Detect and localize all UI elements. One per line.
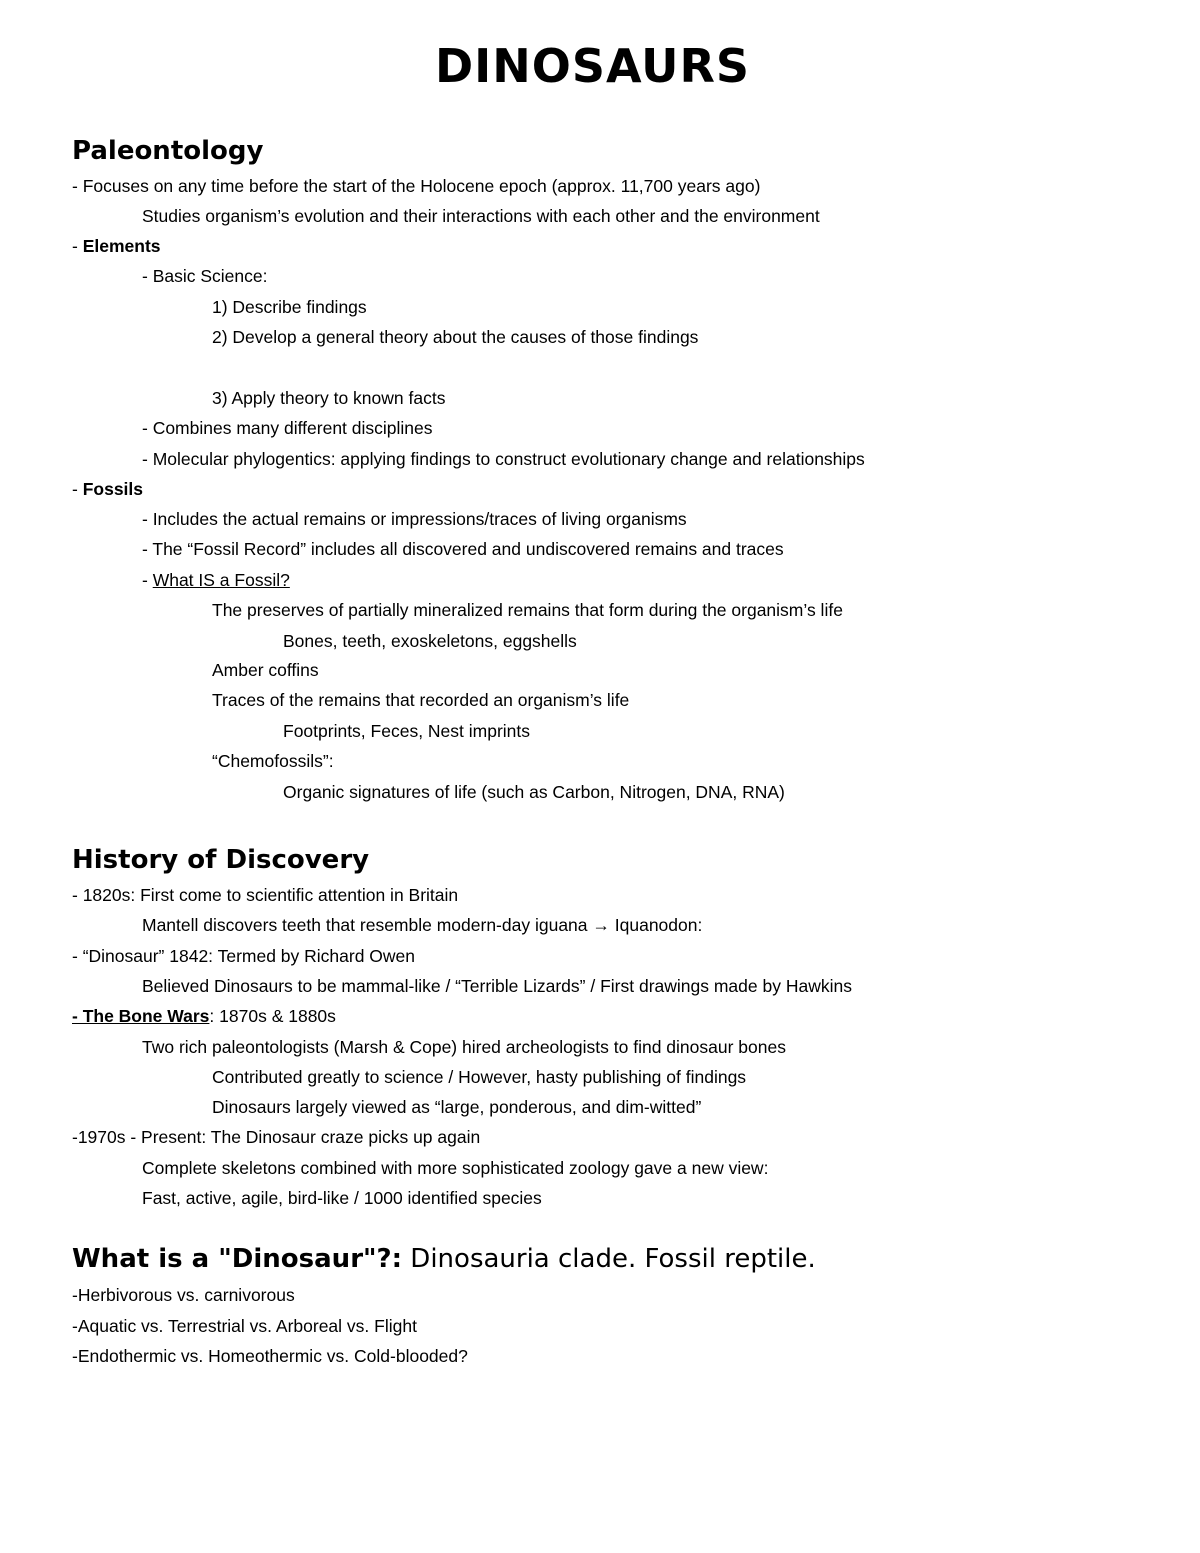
- amber-line: Amber coffins: [212, 660, 319, 680]
- fossils-dash: -: [72, 479, 83, 499]
- fossil-record-line: - The “Fossil Record” includes all discovered and undiscovered remains and traces: [142, 539, 784, 559]
- fossils-line: [72, 478, 143, 500]
- fast-line: Fast, active, agile, bird-like / 1000 identified species: [142, 1188, 542, 1208]
- bone-wars-line: [72, 1005, 336, 1027]
- 1820s-line: - 1820s: First come to scientific attention in Britain: [72, 885, 459, 905]
- what-is-fossil-dash: -: [142, 570, 153, 590]
- history-heading: History of Discovery: [72, 845, 370, 875]
- document-title: DINOSAURS: [434, 39, 751, 93]
- footprints-line: Footprints, Feces, Nest imprints: [283, 721, 531, 741]
- iquanodon-text: Iquanodon:: [609, 915, 703, 935]
- 1970s-line: -1970s - Present: The Dinosaur craze picks up again: [72, 1127, 481, 1147]
- bone-wars-label: - The Bone Wars: [72, 1006, 210, 1026]
- dinosaur-1842-line: - “Dinosaur” 1842: Termed by Richard Owen: [72, 946, 416, 966]
- organic-line: Organic signatures of life (such as Carbon, Nitrogen, DNA, RNA): [283, 782, 785, 802]
- traces-line: Traces of the remains that recorded an organism’s life: [212, 690, 630, 710]
- combines-line: - Combines many different disciplines: [142, 418, 433, 438]
- preserves-line: The preserves of partially mineralized remains that form during the organism’s life: [212, 600, 843, 620]
- contributed-line: Contributed greatly to science / However, hasty publishing of findings: [212, 1067, 747, 1087]
- step-3-line: 3) Apply theory to known facts: [212, 388, 446, 408]
- basic-science-line: - Basic Science:: [142, 266, 268, 286]
- endothermic-line: -Endothermic vs. Homeothermic vs. Cold-blooded?: [72, 1346, 468, 1366]
- what-is-dinosaur-heading: [72, 1244, 816, 1274]
- herbivorous-line: -Herbivorous vs. carnivorous: [72, 1285, 295, 1305]
- aquatic-line: -Aquatic vs. Terrestrial vs. Arboreal vs. Flight: [72, 1316, 417, 1336]
- viewed-line: Dinosaurs largely viewed as “large, ponderous, and dim-witted”: [212, 1097, 702, 1117]
- mantell-text: Mantell discovers teeth that resemble modern-day iguana: [142, 915, 593, 935]
- complete-line: Complete skeletons combined with more sophisticated zoology gave a new view:: [142, 1158, 769, 1178]
- molecular-line: - Molecular phylogentics: applying findings to construct evolutionary change and relationships: [142, 449, 865, 469]
- bones-line: Bones, teeth, exoskeletons, eggshells: [283, 631, 577, 651]
- elements-dash: -: [72, 236, 83, 256]
- paleontology-heading: Paleontology: [72, 136, 264, 166]
- studies-line: Studies organism’s evolution and their interactions with each other and the environment: [142, 206, 820, 226]
- two-rich-line: Two rich paleontologists (Marsh & Cope) hired archeologists to find dinosaur bones: [142, 1037, 786, 1057]
- mantell-line: [142, 914, 702, 936]
- elements-label: Elements: [82, 236, 161, 256]
- step-1-line: 1) Describe findings: [212, 297, 367, 317]
- what-is-fossil-line: [142, 569, 290, 591]
- elements-line: [72, 235, 161, 257]
- chemofossils-line: “Chemofossils”:: [212, 751, 334, 771]
- bone-wars-dates: : 1870s & 1880s: [209, 1006, 336, 1026]
- fossils-label: Fossils: [82, 479, 144, 499]
- step-2-line: 2) Develop a general theory about the causes of those findings: [212, 327, 699, 347]
- arrow-right-icon: →: [592, 915, 610, 935]
- believed-line: Believed Dinosaurs to be mammal-like / “Terrible Lizards” / First drawings made by Hawkins: [142, 976, 852, 996]
- what-is-fossil-label: What IS a Fossil?: [152, 570, 290, 590]
- includes-line: - Includes the actual remains or impressions/traces of living organisms: [142, 509, 687, 529]
- focus-line: - Focuses on any time before the start of the Holocene epoch (approx. 11,700 years ago): [72, 176, 761, 196]
- what-is-dinosaur-label: What is a "Dinosaur"?:: [72, 1244, 403, 1274]
- what-is-dinosaur-definition: Dinosauria clade. Fossil reptile.: [402, 1244, 816, 1274]
